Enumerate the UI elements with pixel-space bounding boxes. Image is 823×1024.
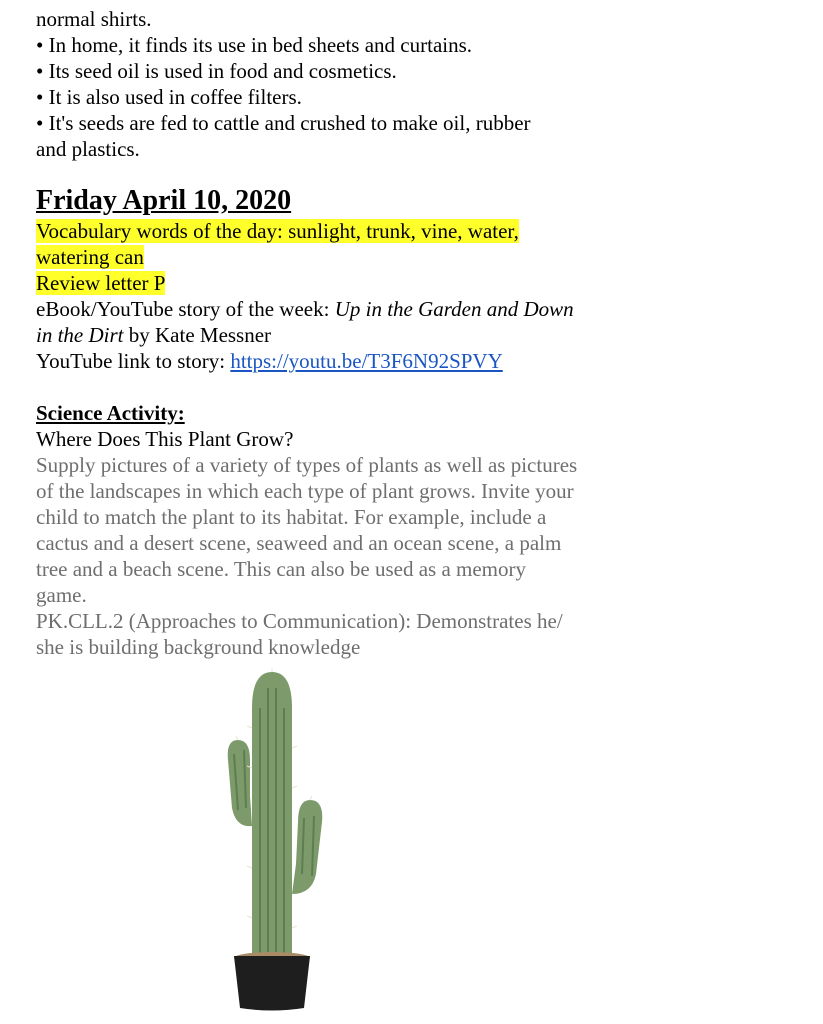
youtube-label: YouTube link to story: — [36, 349, 231, 373]
story-line-2 — [36, 322, 796, 348]
standard-line: PK.CLL.2 (Approaches to Communication): Demonstrates he/ — [36, 609, 563, 633]
youtube-link[interactable]: https://youtu.be/T3F6N92SPVY — [230, 349, 503, 373]
bullet-item: • It's seeds are fed to cattle and crushed to make oil, rubber — [36, 111, 531, 135]
story-title: in the Dirt — [36, 323, 124, 347]
body-line: child to match the plant to its habitat. For example, include a — [36, 505, 547, 529]
cactus-illustration — [200, 668, 350, 1013]
vocabulary-line: watering can — [36, 245, 144, 269]
plant-pot — [234, 956, 310, 1011]
story-prefix: eBook/YouTube story of the week: — [36, 297, 335, 321]
standard-line: she is building background knowledge — [36, 635, 361, 659]
body-line: cactus and a desert scene, seaweed and an ocean scene, a palm — [36, 531, 562, 555]
bullet-item: • Its seed oil is used in food and cosmetics. — [36, 59, 397, 83]
youtube-line — [36, 348, 796, 374]
science-heading: Science Activity: — [36, 401, 185, 425]
story-title: Up in the Garden and Down — [334, 297, 574, 321]
activity-body — [36, 452, 796, 660]
intro-line: normal shirts. — [36, 7, 152, 31]
body-line: Supply pictures of a variety of types of plants as well as pictures — [36, 453, 578, 477]
bullet-continued: and plastics. — [36, 137, 140, 161]
story-author: by Kate Messner — [123, 323, 272, 347]
bullet-item: • It is also used in coffee filters. — [36, 85, 302, 109]
activity-title: Where Does This Plant Grow? — [36, 427, 294, 451]
body-line: game. — [36, 583, 87, 607]
story-line — [36, 296, 796, 322]
review-letter: Review letter P — [36, 271, 166, 295]
bullet-item: • In home, it finds its use in bed sheets and curtains. — [36, 33, 473, 57]
date-heading: Friday April 10, 2020 — [36, 185, 292, 216]
cactus-plant — [228, 668, 323, 958]
body-line: tree and a beach scene. This can also be used as a memory — [36, 557, 526, 581]
document-page — [36, 6, 796, 660]
body-line: of the landscapes in which each type of plant grows. Invite your — [36, 479, 574, 503]
vocabulary-line: Vocabulary words of the day: sunlight, trunk, vine, water, — [36, 219, 519, 243]
